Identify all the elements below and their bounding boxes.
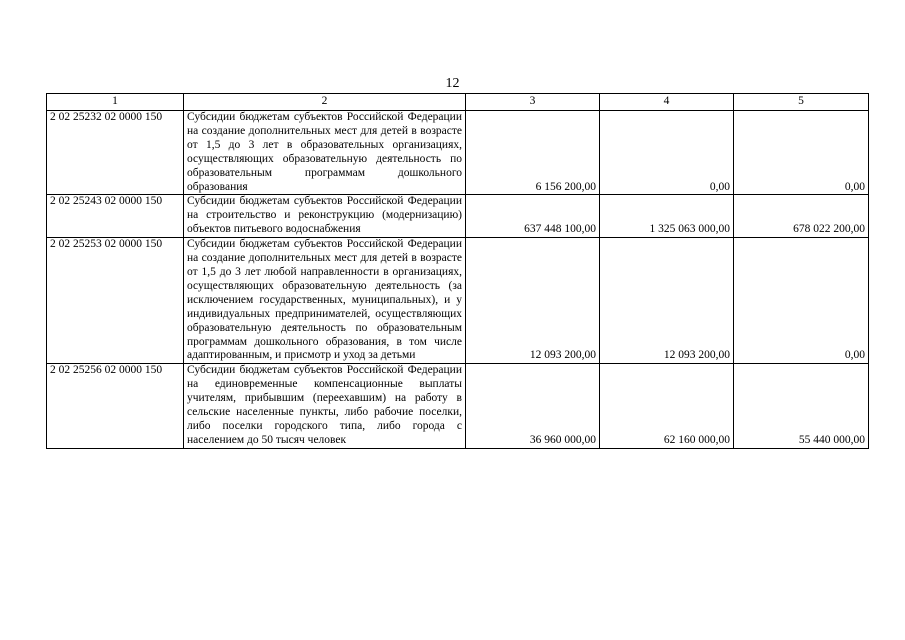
amount-cell: 678 022 200,00 xyxy=(734,195,869,238)
budget-code-cell: 2 02 25256 02 0000 150 xyxy=(47,364,184,448)
table-row xyxy=(47,195,869,238)
table-header-row xyxy=(47,94,869,111)
column-header: 4 xyxy=(600,94,734,111)
table-row xyxy=(47,111,869,195)
column-header: 5 xyxy=(734,94,869,111)
description-cell: Субсидии бюджетам субъектов Российской Федерации на единовременные компенсационные выплаты учителям, прибывшим (переехавшим) на работу в сельские населенные пункты, либо рабочие поселки, либо поселки городского типа, либо города с населением до 50 тысяч человек xyxy=(184,364,466,448)
amount-cell: 12 093 200,00 xyxy=(466,238,600,364)
amount-cell: 55 440 000,00 xyxy=(734,364,869,448)
amount-cell: 0,00 xyxy=(734,111,869,195)
budget-table xyxy=(46,93,869,449)
description-cell: Субсидии бюджетам субъектов Российской Федерации на создание дополнительных мест для детей в возрасте от 1,5 до 3 лет любой направленности в организациях, осуществляющих образовательную деятельность (за исключением государственных, муниципальных), и у индивидуальных предпринимателей, осуществляющих образовательную деятельность по образовательным программам дошкольного образования, в том числе адаптированным, и присмотр и уход за детьми xyxy=(184,238,466,364)
page-number: 12 xyxy=(445,76,460,91)
amount-cell: 0,00 xyxy=(600,111,734,195)
table-row xyxy=(47,238,869,364)
budget-code-cell: 2 02 25232 02 0000 150 xyxy=(47,111,184,195)
column-header: 3 xyxy=(466,94,600,111)
column-header: 1 xyxy=(47,94,184,111)
amount-cell: 6 156 200,00 xyxy=(466,111,600,195)
amount-cell: 12 093 200,00 xyxy=(600,238,734,364)
column-header: 2 xyxy=(184,94,466,111)
amount-cell: 36 960 000,00 xyxy=(466,364,600,448)
budget-code-cell: 2 02 25243 02 0000 150 xyxy=(47,195,184,238)
description-cell: Субсидии бюджетам субъектов Российской Федерации на создание дополнительных мест для детей в возрасте от 1,5 до 3 лет в образовательных организациях, осуществляющих образовательную деятельность по образовательным программам дошкольного образования xyxy=(184,111,466,195)
description-cell: Субсидии бюджетам субъектов Российской Федерации на строительство и реконструкцию (модернизацию) объектов питьевого водоснабжения xyxy=(184,195,466,238)
amount-cell: 1 325 063 000,00 xyxy=(600,195,734,238)
amount-cell: 62 160 000,00 xyxy=(600,364,734,448)
table-row xyxy=(47,364,869,448)
budget-code-cell: 2 02 25253 02 0000 150 xyxy=(47,238,184,364)
amount-cell: 0,00 xyxy=(734,238,869,364)
amount-cell: 637 448 100,00 xyxy=(466,195,600,238)
